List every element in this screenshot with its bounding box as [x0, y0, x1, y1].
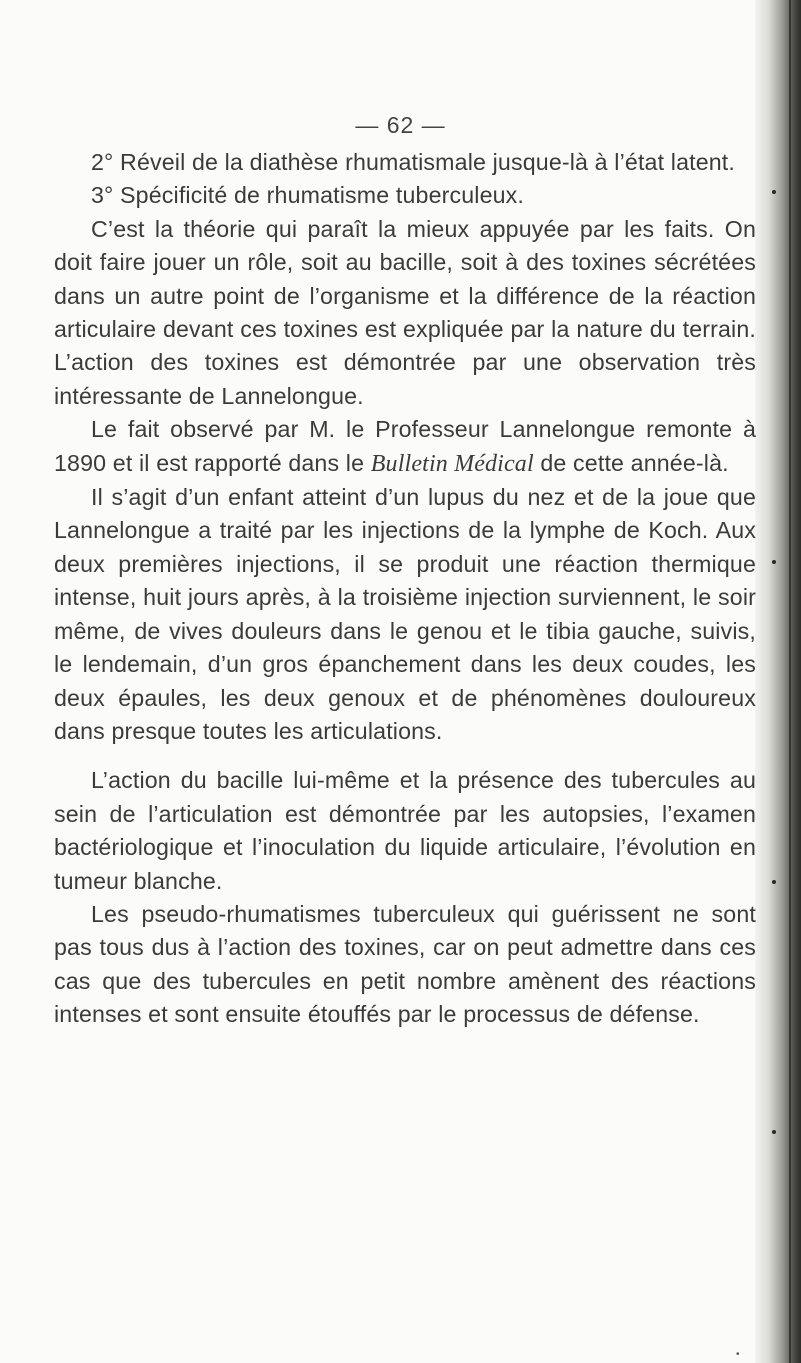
paragraph-text: 2° Réveil de la diathèse rhumatismale jusque-là à l’état latent. — [91, 149, 735, 175]
paragraph-text: de cette année-là. — [533, 449, 729, 476]
paragraph-5 — [54, 481, 756, 748]
page-number-header: — 62 — — [355, 112, 446, 138]
paragraph-7 — [54, 898, 756, 1032]
stray-mark: • — [736, 1349, 740, 1360]
paragraph-text: C’est la théorie qui paraît la mieux appuyée par les faits. On doit faire jouer un rôle, soit au bacille, soit à des toxines sécrétées dans un autre point de l’organisme et la différence de la réaction articulaire devant ces toxines est expliquée par la nature du terrain. L’action des toxines est démontrée par une observation très intéressante de Lannelongue. — [54, 215, 756, 409]
edge-speck — [772, 190, 776, 194]
page-edge-line — [789, 0, 791, 1363]
paragraph-text: Il s’agit d’un enfant atteint d’un lupus du nez et de la joue que Lannelongue a traité par les injections de la lymphe de Koch. Aux deux premières injections, il se produit une réaction thermique intense, huit jours après, à la troisième injection surviennent, le soir même, de vives douleurs dans le genou et le tibia gauche, suivis, le lendemain, d’un gros épanchement dans les deux coudes, les deux épaules, les deux genoux et de phénomènes douloureux dans presque toutes les articulations. — [54, 484, 756, 744]
edge-speck — [772, 1130, 776, 1134]
paragraph-text: 3° Spécificité de rhumatisme tuberculeux. — [91, 182, 525, 209]
paragraph-2 — [54, 179, 756, 212]
edge-speck — [772, 880, 776, 884]
edge-speck — [772, 560, 776, 564]
paragraph-text: Les pseudo-rhumatismes tuberculeux qui guérissent ne sont pas tous dus à l’action des toxines, car on peut admettre dans ces cas que des tubercules en petit nombre amènent des réactions intenses et sont ensuite étouffés par le processus de défense. — [54, 900, 756, 1028]
paragraph-6 — [54, 764, 756, 898]
page-edge-shadow — [755, 0, 801, 1363]
paragraph-1 — [54, 146, 756, 179]
body-text — [54, 146, 756, 1032]
journal-title: Bulletin Médical — [370, 450, 534, 477]
paragraph-4 — [54, 413, 756, 481]
paragraph-3 — [54, 213, 756, 413]
paragraph-text: Le fait observé par M. le Professeur Lannelongue remonte à 1890 et il est rapporté dans le — [54, 416, 756, 476]
paragraph-text: L’action du bacille lui-même et la présence des tubercules au sein de l’articulation est démontrée par les autopsies, l’examen bactériologique et l’inoculation du liquide articulaire, l’évolution en tumeur blanche. — [54, 767, 756, 894]
